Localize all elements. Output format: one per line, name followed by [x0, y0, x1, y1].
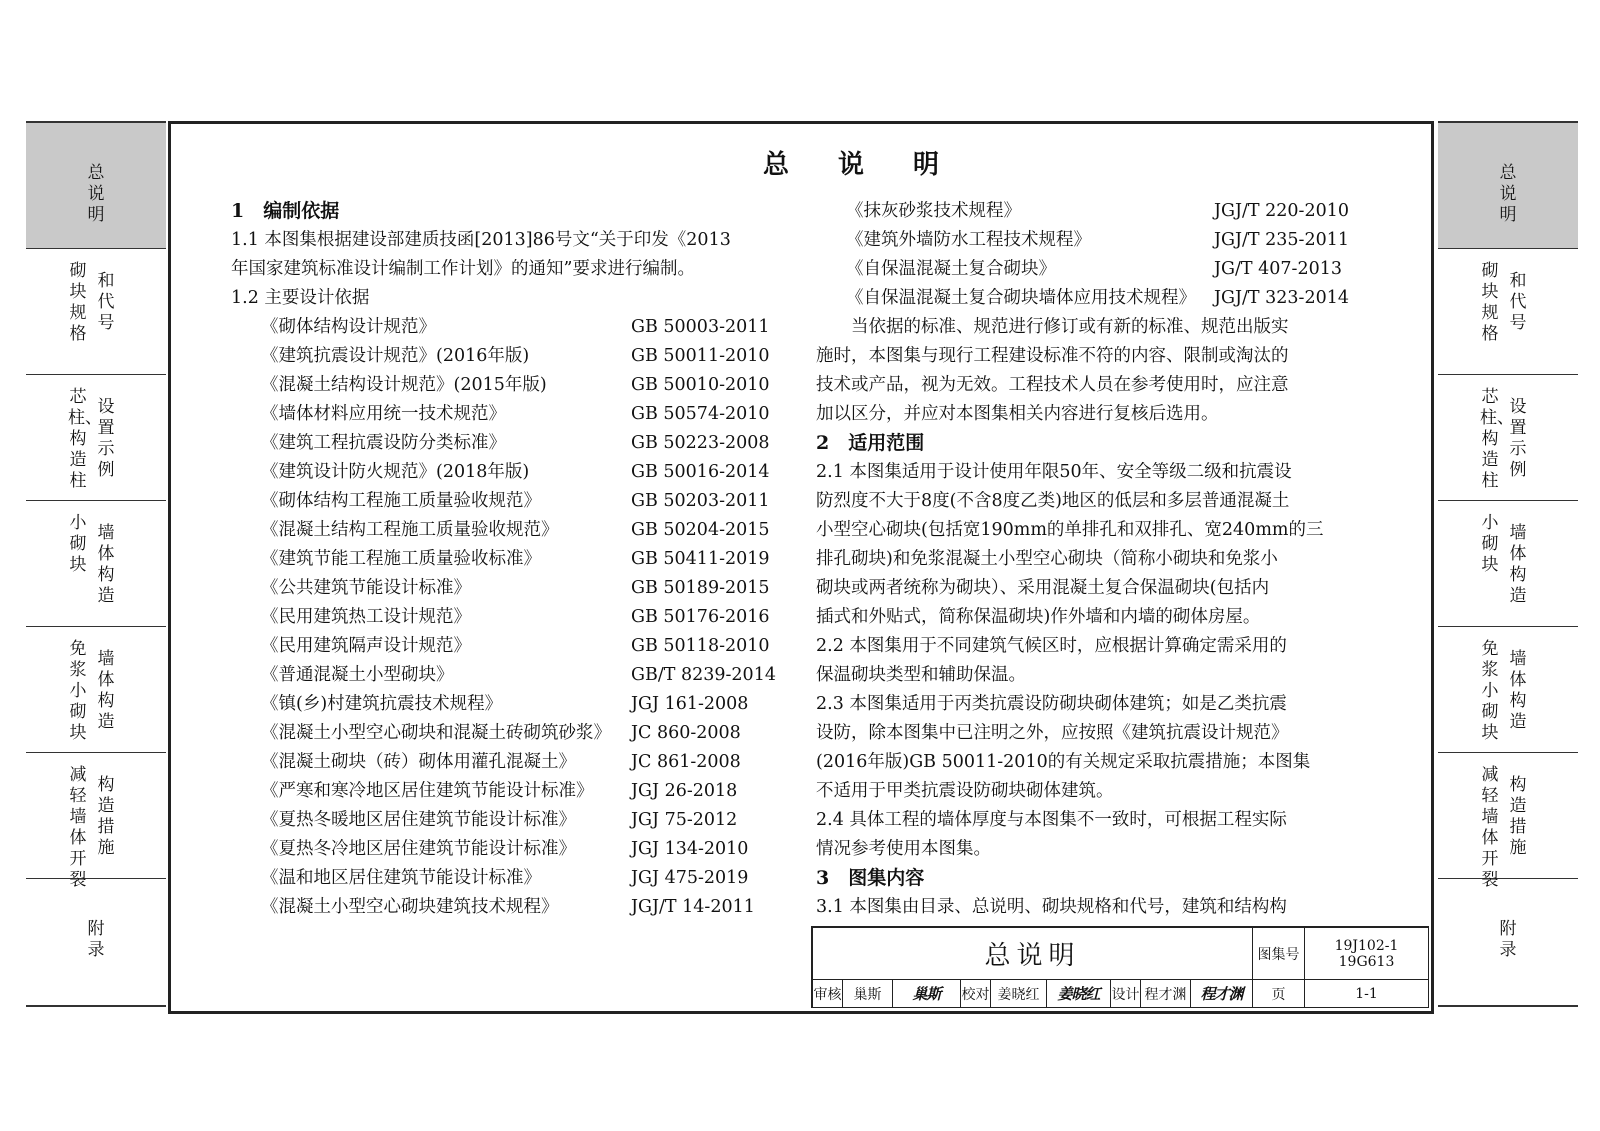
reviewer-name: 巢斯: [843, 980, 893, 1008]
sidebar-tab-label: 免浆小砌块: [69, 639, 87, 743]
standard-name: 《自保温混凝土复合砌块》: [846, 259, 1056, 279]
standard-row: [231, 893, 791, 922]
text-line: 2.1 本图集适用于设计使用年限50年、安全等级二级和抗震设: [816, 462, 1292, 482]
sidebar-tab-label: 总说明: [87, 163, 105, 225]
sidebar-tab-label: 附录: [87, 919, 105, 960]
standard-code: JC 861-2008: [631, 752, 741, 772]
standard-code: GB 50223-2008: [631, 433, 770, 453]
paragraph-1-1-line2: 年国家建筑标准设计编制工作计划》的通知”要求进行编制。: [231, 259, 695, 279]
sidebar-tab[interactable]: [26, 753, 166, 890]
atlas-number-1: 19J102-1: [1334, 937, 1399, 954]
standard-code: JGJ 26-2018: [631, 781, 738, 801]
standard-name: 《建筑工程抗震设防分类标准》: [261, 433, 506, 453]
page-title-wrap: [171, 144, 1431, 181]
sidebar-tab-label: 和代号: [97, 271, 115, 333]
left-sidebar: [26, 121, 166, 1007]
sidebar-tab-label: 总说明: [1499, 163, 1517, 225]
text-line: 情况参考使用本图集。: [816, 839, 991, 859]
standard-row: [231, 864, 791, 893]
sidebar-tab[interactable]: [26, 123, 166, 249]
standard-code: JGJ 134-2010: [631, 839, 749, 859]
standard-name: 《建筑外墙防水工程技术规程》: [846, 230, 1091, 250]
text-line: (2016年版)GB 50011-2010的有关规定采取抗震措施；本图集: [816, 752, 1311, 772]
sidebar-tab[interactable]: [1438, 753, 1578, 890]
atlas-number-2: 19G613: [1338, 953, 1395, 970]
sidebar-tab-label: 免浆小砌块: [1481, 639, 1499, 743]
sidebar-tab-label: 设置示例: [1509, 397, 1527, 480]
standard-code: GB 50189-2015: [631, 578, 770, 598]
text-line: 加以区分，并应对本图集相关内容进行复核后选用。: [816, 404, 1219, 424]
standard-code: JGJ/T 235-2011: [1214, 230, 1349, 250]
sidebar-tab-label: 小砌块: [1481, 513, 1499, 575]
standard-row: [231, 661, 791, 690]
text-line: 2.4 具体工程的墙体厚度与本图集不一致时，可根据工程实际: [816, 810, 1287, 830]
text-line: 当依据的标准、规范进行修订或有新的标准、规范出版实: [816, 317, 1289, 337]
standard-row: [231, 632, 791, 661]
standard-name: 《混凝土砌块（砖）砌体用灌孔混凝土》: [261, 752, 576, 772]
reviewer-signature: 巢斯: [893, 980, 961, 1008]
sidebar-tab-label: 砌块规格: [69, 261, 87, 344]
designer-signature: 程才渊: [1191, 980, 1253, 1008]
standard-row: [231, 806, 791, 835]
sidebar-tab-label: 减轻墙体开裂: [1481, 765, 1499, 890]
sidebar-tab[interactable]: [1438, 123, 1578, 249]
atlas-number: [1305, 928, 1429, 980]
standard-row: [816, 284, 1356, 313]
left-column: [231, 197, 791, 922]
standard-name: 《砌体结构设计规范》: [261, 317, 436, 337]
atlas-number-label: 图集号: [1253, 928, 1305, 980]
sidebar-tab-label: 附录: [1499, 919, 1517, 960]
designer-name: 程才渊: [1141, 980, 1191, 1008]
sidebar-tab-label: 墙体构造: [1509, 649, 1527, 732]
text-line: 设防，除本图集中已注明之外，应按照《建筑抗震设计规范》: [816, 723, 1289, 743]
paragraph-1-2-heading: 1.2 主要设计依据: [231, 288, 370, 308]
standard-code: JGJ 161-2008: [631, 694, 749, 714]
standard-code: GB 50176-2016: [631, 607, 770, 627]
check-label: 校对: [961, 980, 991, 1008]
standard-name: 《墙体材料应用统一技术规范》: [261, 404, 506, 424]
standard-code: JC 860-2008: [631, 723, 741, 743]
standard-code: GB 50011-2010: [631, 346, 770, 366]
standard-name: 《混凝土结构设计规范》(2015年版): [261, 375, 547, 395]
standards-list-right: [816, 197, 1356, 313]
standard-name: 《温和地区居住建筑节能设计标准》: [261, 868, 541, 888]
standard-row: [231, 342, 791, 371]
standard-name: 《混凝土小型空心砌块建筑技术规程》: [261, 897, 559, 917]
standard-code: JGJ 75-2012: [631, 810, 738, 830]
standard-name: 《抹灰砂浆技术规程》: [846, 201, 1021, 221]
sidebar-tab-label: 砌块规格: [1481, 261, 1499, 344]
page-number: 1-1: [1305, 980, 1429, 1008]
standard-name: 《民用建筑热工设计规范》: [261, 607, 471, 627]
sidebar-tab[interactable]: [26, 627, 166, 753]
section-1-heading: 1 编制依据: [231, 200, 340, 222]
standard-code: GB 50411-2019: [631, 549, 770, 569]
standard-row: [231, 545, 791, 574]
sidebar-tab-label: 墙体构造: [97, 523, 115, 606]
standard-name: 《建筑抗震设计规范》(2016年版): [261, 346, 530, 366]
standard-code: JG/T 407-2013: [1214, 259, 1342, 279]
standard-row: [231, 574, 791, 603]
standard-code: GB 50574-2010: [631, 404, 770, 424]
standard-name: 《自保温混凝土复合砌块墙体应用技术规程》: [846, 288, 1196, 308]
standard-code: JGJ/T 14-2011: [631, 897, 755, 917]
standard-row: [231, 429, 791, 458]
sidebar-tab-label: 和代号: [1509, 271, 1527, 333]
section-heading: 3 图集内容: [816, 867, 925, 889]
standard-row: [231, 487, 791, 516]
sidebar-tab[interactable]: [26, 501, 166, 627]
sidebar-tab-label: 芯柱、构造柱: [1480, 387, 1514, 491]
text-line: 小型空心砌块(包括宽190mm的单排孔和双排孔、宽240mm的三: [816, 520, 1324, 540]
sidebar-tab-label: 构造措施: [1509, 775, 1527, 858]
review-label: 审核: [813, 980, 843, 1008]
sidebar-tab[interactable]: [26, 879, 166, 1005]
standard-name: 《建筑设计防火规范》(2018年版): [261, 462, 530, 482]
standard-code: GB/T 8239-2014: [631, 665, 776, 685]
standard-row: [816, 226, 1356, 255]
text-line: 2.3 本图集适用于丙类抗震设防砌块砌体建筑；如是乙类抗震: [816, 694, 1287, 714]
sidebar-tab-label: 墙体构造: [1509, 523, 1527, 606]
checker-signature: 姜晓红: [1047, 980, 1111, 1008]
standard-name: 《严寒和寒冷地区居住建筑节能设计标准》: [261, 781, 594, 801]
text-line: 插式和外贴式，简称保温砌块)作外墙和内墙的砌体房屋。: [816, 607, 1261, 627]
standard-row: [231, 516, 791, 545]
standards-list-left: [231, 313, 791, 922]
standard-name: 《镇(乡)村建筑抗震技术规程》: [261, 694, 503, 714]
sidebar-tab[interactable]: [26, 375, 166, 501]
standard-row: [231, 603, 791, 632]
standard-row: [231, 777, 791, 806]
standard-code: JGJ 475-2019: [631, 868, 749, 888]
standard-name: 《夏热冬冷地区居住建筑节能设计标准》: [261, 839, 576, 859]
standard-name: 《公共建筑节能设计标准》: [261, 578, 471, 598]
sidebar-tab[interactable]: [1438, 627, 1578, 753]
text-line: 不适用于甲类抗震设防砌块砌体建筑。: [816, 781, 1114, 801]
standard-name: 《砌体结构工程施工质量验收规范》: [261, 491, 541, 511]
text-line: 技术或产品，视为无效。工程技术人员在参考使用时，应注意: [816, 375, 1289, 395]
sidebar-tab-label: 设置示例: [97, 397, 115, 480]
sidebar-tab[interactable]: [1438, 249, 1578, 375]
drawing-sheet: [168, 121, 1434, 1014]
sidebar-tab-label: 墙体构造: [97, 649, 115, 732]
standard-row: [816, 197, 1356, 226]
standard-row: [231, 313, 791, 342]
standard-name: 《普通混凝土小型砌块》: [261, 665, 454, 685]
text-line: 2.2 本图集用于不同建筑气候区时，应根据计算确定需采用的: [816, 636, 1287, 656]
standard-code: JGJ/T 220-2010: [1214, 201, 1349, 221]
title-block-title: 总说明: [813, 928, 1253, 980]
section-heading: 2 适用范围: [816, 432, 925, 454]
design-label: 设计: [1111, 980, 1141, 1008]
standard-row: [231, 458, 791, 487]
standard-name: 《混凝土小型空心砌块和混凝土砖砌筑砂浆》: [261, 723, 611, 743]
standard-row: [231, 371, 791, 400]
standard-name: 《夏热冬暖地区居住建筑节能设计标准》: [261, 810, 576, 830]
text-line: 施时，本图集与现行工程建设标准不符的内容、限制或淘汰的: [816, 346, 1289, 366]
standard-code: GB 50016-2014: [631, 462, 770, 482]
text-line: 保温砌块类型和辅助保温。: [816, 665, 1026, 685]
sidebar-tab-label: 小砌块: [69, 513, 87, 575]
standard-name: 《建筑节能工程施工质量验收标准》: [261, 549, 541, 569]
standard-code: GB 50203-2011: [631, 491, 770, 511]
page-label: 页: [1253, 980, 1305, 1008]
standard-code: GB 50003-2011: [631, 317, 770, 337]
right-column: [816, 197, 1356, 922]
right-sidebar: [1438, 121, 1578, 1007]
sidebar-tab-label: 构造措施: [97, 775, 115, 858]
text-line: 砌块或两者统称为砌块）、采用混凝土复合保温砌块(包括内: [816, 578, 1270, 598]
sidebar-tab-label: 芯柱、构造柱: [68, 387, 102, 491]
standard-code: GB 50118-2010: [631, 636, 770, 656]
title-block: [811, 926, 1429, 1008]
page-title: 总 说 明: [762, 150, 960, 180]
sidebar-tab[interactable]: [1438, 879, 1578, 1005]
text-line: 3.1 本图集由目录、总说明、砌块规格和代号，建筑和结构构: [816, 897, 1287, 917]
text-line: 排孔砌块)和免浆混凝土小型空心砌块（简称小砌块和免浆小: [816, 549, 1278, 569]
standard-code: GB 50204-2015: [631, 520, 770, 540]
sidebar-tab-label: 减轻墙体开裂: [69, 765, 87, 890]
standard-row: [816, 255, 1356, 284]
text-line: 防烈度不大于8度(不含8度乙类)地区的低层和多层普通混凝土: [816, 491, 1290, 511]
sidebar-tab[interactable]: [26, 249, 166, 375]
standard-name: 《混凝土结构工程施工质量验收规范》: [261, 520, 559, 540]
standard-name: 《民用建筑隔声设计规范》: [261, 636, 471, 656]
checker-name: 姜晓红: [991, 980, 1047, 1008]
right-paragraphs: [816, 313, 1356, 922]
paragraph-1-1-line1: 1.1 本图集根据建设部建质技函[2013]86号文“关于印发《2013: [231, 230, 731, 250]
standard-row: [231, 690, 791, 719]
standard-code: GB 50010-2010: [631, 375, 770, 395]
sidebar-tab[interactable]: [1438, 375, 1578, 501]
standard-row: [231, 748, 791, 777]
standard-row: [231, 835, 791, 864]
sidebar-tab[interactable]: [1438, 501, 1578, 627]
standard-row: [231, 719, 791, 748]
standard-code: JGJ/T 323-2014: [1214, 288, 1349, 308]
standard-row: [231, 400, 791, 429]
